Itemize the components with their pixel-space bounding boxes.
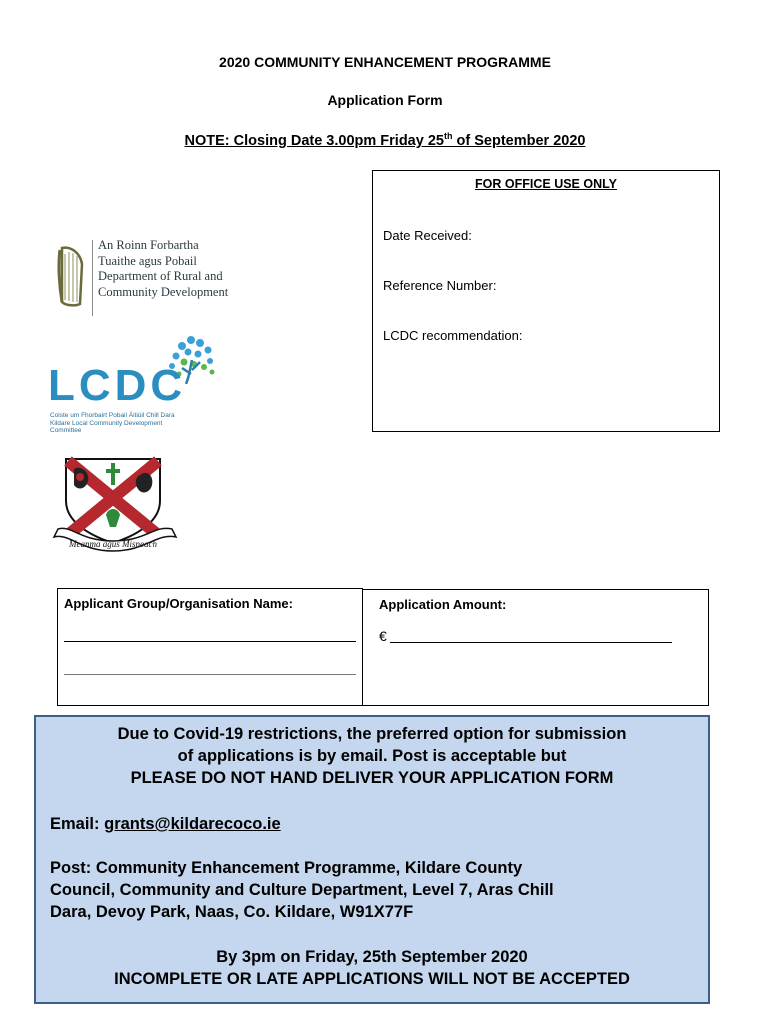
date-received-label: Date Received:	[383, 228, 472, 243]
email-label: Email:	[50, 815, 105, 833]
applicant-name-line-1[interactable]	[64, 641, 356, 642]
lcdc-subtitle-line: Kildare Local Community Development	[50, 419, 163, 427]
post-address-line: Post: Community Enhancement Programme, Kildare County	[50, 859, 523, 877]
post-address-line: Dara, Devoy Park, Naas, Co. Kildare, W91X77F	[50, 903, 414, 921]
warning-line: INCOMPLETE OR LATE APPLICATIONS WILL NOT BE ACCEPTED	[114, 970, 630, 988]
deadline-line: By 3pm on Friday, 25th September 2020	[216, 948, 528, 966]
notice-line: Due to Covid-19 restrictions, the preferred option for submission	[117, 725, 627, 743]
lcdc-subtitle-line: Coiste um Fhorbairt Pobail Áitiúil Chill Dara	[50, 412, 175, 419]
form-title: 2020 COMMUNITY ENHANCEMENT PROGRAMME	[219, 54, 551, 70]
department-logo-line: Community Development	[98, 284, 229, 299]
amount-input-line[interactable]	[390, 642, 672, 643]
email-link[interactable]: grants@kildarecoco.ie	[104, 815, 281, 833]
note-superscript: th	[443, 131, 453, 141]
lcdc-subtitle-line: Committee	[50, 427, 82, 434]
applicant-group-box	[57, 588, 363, 706]
form-subtitle: Application Form	[327, 92, 443, 108]
department-logo-text	[98, 238, 228, 300]
lcdc-letters: LCDC	[48, 361, 187, 410]
submission-notice	[34, 715, 710, 1004]
svg-text:Meanma agus Misneach: Meanma agus Misneach	[69, 539, 157, 549]
euro-symbol: €	[379, 628, 387, 644]
email-row	[50, 813, 700, 835]
department-logo-line: An Roinn Forbartha	[98, 238, 199, 252]
kildare-crest-icon	[50, 455, 180, 555]
department-logo	[56, 238, 229, 322]
applicant-group-label: Applicant Group/Organisation Name:	[64, 596, 293, 611]
notice-line: of applications is by email. Post is acceptable but	[177, 747, 567, 765]
notice-line: PLEASE DO NOT HAND DELIVER YOUR APPLICATION FORM	[130, 769, 614, 787]
office-use-heading: FOR OFFICE USE ONLY	[475, 177, 617, 191]
lcdc-recommendation-label: LCDC recommendation:	[383, 328, 523, 343]
office-use-box	[372, 170, 720, 432]
logo-divider	[92, 240, 93, 316]
note-prefix: NOTE: Closing Date 3.00pm Friday 25	[184, 132, 444, 149]
reference-number-label: Reference Number:	[383, 278, 497, 293]
application-amount-box	[362, 589, 709, 706]
department-logo-line: Department of Rural and	[98, 269, 223, 283]
applicant-name-line-2[interactable]	[64, 674, 356, 675]
post-address-line: Council, Community and Culture Department, Level 7, Aras Chill	[50, 881, 554, 899]
harp-icon	[56, 244, 86, 310]
note-suffix: of September 2020	[452, 132, 586, 149]
closing-date-note	[0, 131, 770, 149]
application-amount-label: Application Amount:	[379, 597, 507, 612]
department-logo-line: Tuaithe agus Pobail	[98, 253, 197, 268]
lcdc-logo	[46, 334, 226, 440]
lcdc-subtitle	[50, 412, 210, 435]
